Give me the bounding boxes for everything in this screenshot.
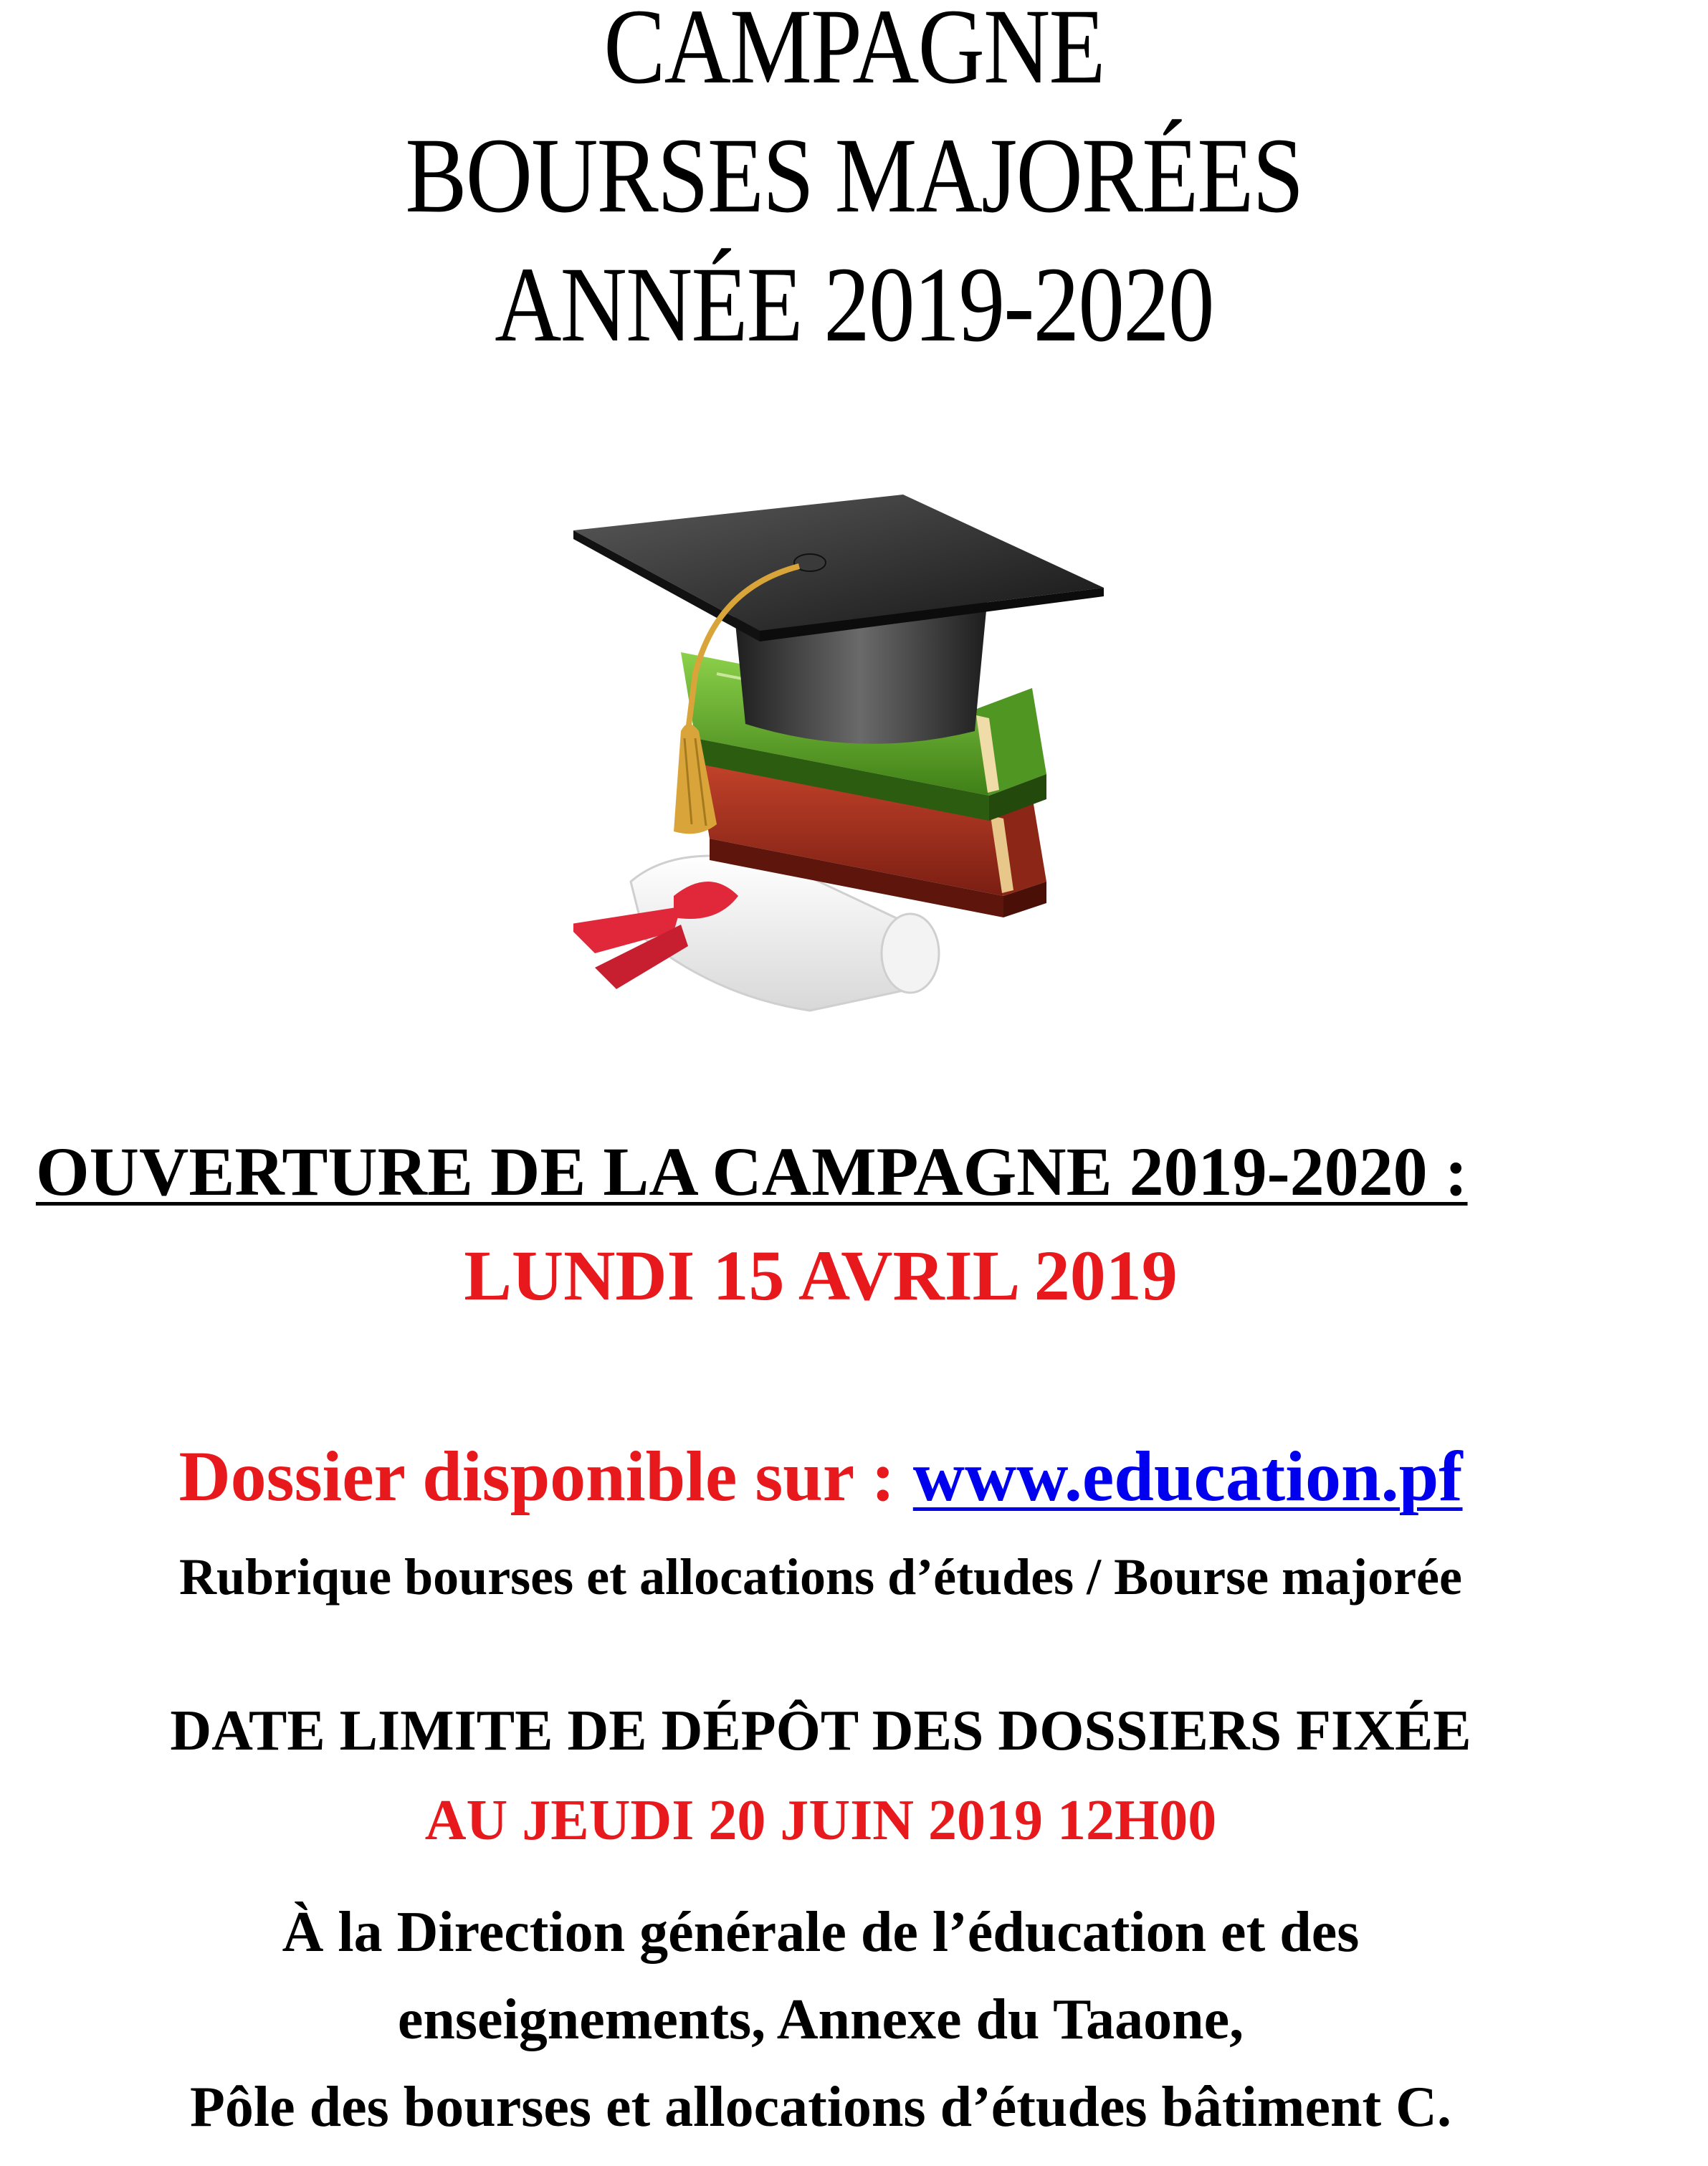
address-block xyxy=(0,1889,1641,2151)
deadline-heading: DATE LIMITE DE DÉPÔT DES DOSSIERS FIXÉE xyxy=(170,1699,1471,1762)
dossier-label: Dossier disponible sur : xyxy=(178,1436,913,1516)
dossier-line xyxy=(0,1430,1641,1523)
address-line-3: Pôle des bourses et allocations d’études bâtiment C. xyxy=(190,2076,1451,2139)
title-line-annee: ANNÉE 2019-2020 xyxy=(495,245,1213,364)
education-link[interactable]: www.education.pf xyxy=(912,1436,1463,1516)
deadline-date: AU JEUDI 20 JUIN 2019 12H00 xyxy=(424,1789,1217,1852)
opening-heading-text: OUVERTURE DE LA CAMPAGNE 2019-2020 : xyxy=(36,1133,1468,1210)
graduation-cap-books-diploma-icon xyxy=(573,495,1147,1025)
address-line-2: enseignements, Annexe du Taaone, xyxy=(397,1988,1244,2051)
address-line-1: À la Direction générale de l’éducation et des xyxy=(282,1901,1360,1964)
title-line-bourses: BOURSES MAJORÉES xyxy=(405,116,1303,235)
opening-date: LUNDI 15 AVRIL 2019 xyxy=(464,1236,1178,1315)
title-line-campagne: CAMPAGNE xyxy=(603,0,1105,106)
rubrique-text: Rubrique bourses et allocations d’études / Bourse majorée xyxy=(179,1548,1462,1606)
opening-heading xyxy=(36,1129,1468,1215)
